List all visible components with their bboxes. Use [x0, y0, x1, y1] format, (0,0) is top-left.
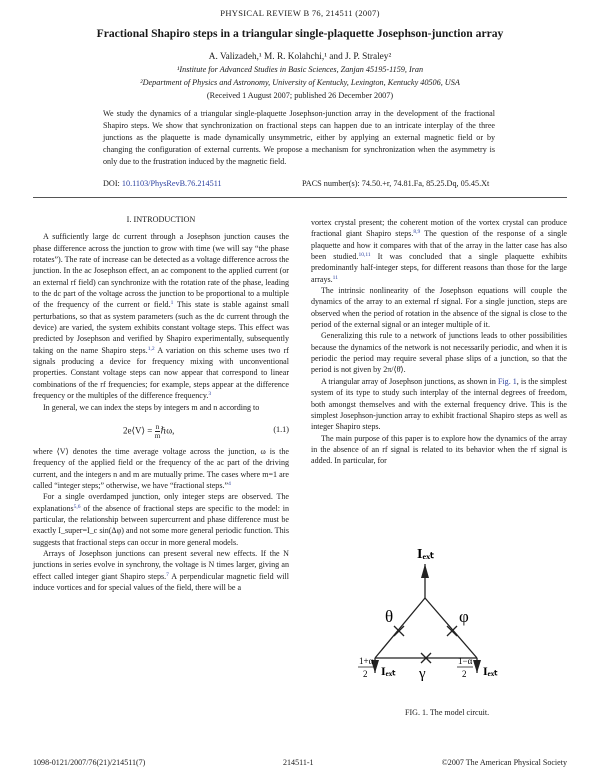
- paragraph: The main purpose of this paper is to explore how the dynamics of the array in the absence of an rf signal is related to its behavior when the rf signal is added. In particular, for: [311, 433, 567, 466]
- paragraph: Generalizing this rule to a network of junctions leads to other possibilities because the dynamics of the network is not necessarily periodic, and when it is periodic the period may require several phase slips of a junction, so that the period is not given by 2π/⟨θ̇⟩.: [311, 331, 567, 375]
- abstract: We study the dynamics of a triangular single-plaquette Josephson-junction array in the development of the fractional Shapiro steps. We show that synchronization on fractional steps can happen due to an intricate interplay of the three junctions as the plaquette is made dynamically unsymmetric, either by applying an external magnetic field or by changing the configuration of external currents. We propose a mechanism for synchronization when the asymmetry is only due to the frustration induced by the magnetic field.: [103, 109, 495, 167]
- received-dates: (Received 1 August 2007; published 26 December 2007): [206, 91, 394, 100]
- header-divider: [33, 197, 567, 198]
- citation-link[interactable]: 4: [228, 480, 231, 487]
- figure-link[interactable]: Fig. 1: [497, 376, 517, 386]
- paper-title: Fractional Shapiro steps in a triangular single-plaquette Josephson-junction array: [96, 27, 504, 40]
- citation-link[interactable]: 1,2: [147, 345, 155, 352]
- doi-link[interactable]: 10.1103/PhysRevB.76.214511: [121, 179, 222, 188]
- paragraph: vortex crystal present; the coherent motion of the vortex crystal can produce fractional giant Shapiro steps.$^{8,9}$ The question of the response of a single plaquette and how it compares with that of the array in the latter case has also been studied.$^{10,11}$ It was concluded that a single plaquette exhibits predominantly half-integer steps, for different reasons than those for the large arrays.$^{11}$: [311, 218, 568, 284]
- gamma-label: γ: [419, 666, 426, 682]
- doi-label: DOI:: [103, 179, 120, 188]
- paragraph: For a single overdamped junction, only integer steps are observed. The explanations$^{5,6}$ of the absence of fractional steps are specific to the model: in particular, the relationship between supercurrent and phase difference must be exactly I_super=I_c sin(Δφ) and not some more general periodic function. This suggests that fractional steps can occur in more general models.: [33, 492, 289, 547]
- arrow-up-icon: [421, 564, 429, 578]
- paragraph: In general, we can index the steps by integers m and n according to: [43, 402, 260, 412]
- paragraph: Arrays of Josephson junctions can present several new effects. If the N junctions in series evolve in synchrony, the voltage is N times larger, giving an effect called integer giant Shapiro steps.$^7$ A perpendicular magnetic field will induce vortices and for special values of the field, there will be a: [33, 548, 289, 592]
- citation-link[interactable]: 1: [170, 300, 174, 307]
- citation-link[interactable]: 11: [332, 274, 338, 281]
- citation-link[interactable]: 7: [166, 571, 169, 578]
- paragraph: A sufficiently large dc current through a Josephson junction causes the phase difference across the junction to grow with time (we will say “the phase rotates”). The rate of increase can be detected as a voltage difference across the junction. In the ac Josephson effect, an ac component to the applied current (or an external rf field) can synchronize with the rotation rate of the phase, leading to the dc part of the voltage across the junction to be proportional to a multiple of the frequency of the current or field.$^1$ This state is stable against small perturbations, so that as system parameters (such as the dc current through the device) are varied, the system exhibits constant voltage steps. This effect was predicted by Josephson and verified by Shapiro experimentally, subsequently taking on the name Shapiro steps.$^{1,2}$ A variation on this scheme uses two rf signals producing a device for frequency mixing with unconventional properties. Constant voltage steps can now appear that correspond to linear combinations of the rf frequencies; for example, steps appear at the difference frequency or the multiples of the difference frequency.$^3$: [33, 232, 289, 401]
- junction-theta-edge: [375, 598, 425, 658]
- footer-issn: 1098-0121/2007/76(21)/214511(7): [33, 758, 146, 767]
- left-column: [33, 217, 289, 593]
- phi-label: φ: [459, 607, 469, 626]
- equation-1-1: 2e⟨V⟩ = $\frac{n}{m}$ ℏω, (1.1): [123, 421, 289, 440]
- left-fraction-numerator: 1+α: [359, 656, 374, 666]
- figure-caption: FIG. 1. The model circuit.: [405, 708, 490, 717]
- footer-page-number: 214511-1: [283, 758, 314, 767]
- junction-phi-edge: [425, 598, 477, 658]
- footer-copyright: ©2007 The American Physical Society: [441, 758, 567, 767]
- model-circuit-diagram: [355, 538, 525, 683]
- left-current-label: Iₑₓₜ: [381, 664, 396, 678]
- citation-link[interactable]: 5,6: [73, 503, 81, 510]
- equation-number: (1.1): [273, 424, 289, 434]
- theta-label: θ: [385, 607, 394, 626]
- author-list: A. Valizadeh,¹ M. R. Kolahchi,¹ and J. P. Straley²: [208, 52, 392, 62]
- citation-link[interactable]: 8,9: [413, 229, 421, 236]
- citation-link[interactable]: 3: [208, 391, 212, 398]
- external-current-label: Iₑₓₜ: [417, 547, 435, 562]
- affiliation-1: ¹Institute for Advanced Studies in Basic Sciences, Zanjan 45195-1159, Iran: [176, 65, 424, 74]
- right-current-label: Iₑₓₜ: [483, 664, 498, 678]
- paragraph: The intrinsic nonlinearity of the Josephson equations will couple the dynamics of the array to an external rf signal. For a single junction, steps are observed when the period of rotation in the absence of the signal is close to the period of the external signal or an integer multiple of it.: [311, 286, 567, 330]
- section-heading: I. INTRODUCTION: [126, 215, 196, 224]
- arrow-down-icon: [473, 660, 481, 673]
- right-column: [311, 217, 567, 467]
- right-fraction-denominator: 2: [462, 669, 467, 679]
- doi-line: [103, 179, 222, 188]
- pacs-numbers: PACS number(s): 74.50.+r, 74.81.Fa, 85.25.Dq, 05.45.Xt: [302, 179, 490, 188]
- citation-link[interactable]: 10,11: [358, 252, 371, 259]
- affiliation-2: ²Department of Physics and Astronomy, University of Kentucky, Lexington, Kentucky 40506, USA: [140, 78, 460, 87]
- left-fraction-denominator: 2: [363, 669, 368, 679]
- paragraph: where ⟨V⟩ denotes the time average voltage across the junction, ω is the frequency of the applied field or the frequency of the ac part of the driving current, and the integers n and m are mutually prime. The cases where m=1 are called “integer steps;” otherwise, we have “fractional steps.”$^4$: [33, 446, 289, 490]
- right-fraction-numerator: 1−α: [458, 656, 473, 666]
- running-head: PHYSICAL REVIEW B 76, 214511 (2007): [220, 8, 380, 18]
- paragraph: A triangular array of Josephson junctions, as shown in Fig. 1, is the simplest system of its type to study such interplay of the internal degrees of freedom, both amongst themselves and with the external frequency drive. This is the simplest Josephson-junction array to exhibit fractional Shapiro steps as well as integer Shapiro steps.: [311, 376, 567, 432]
